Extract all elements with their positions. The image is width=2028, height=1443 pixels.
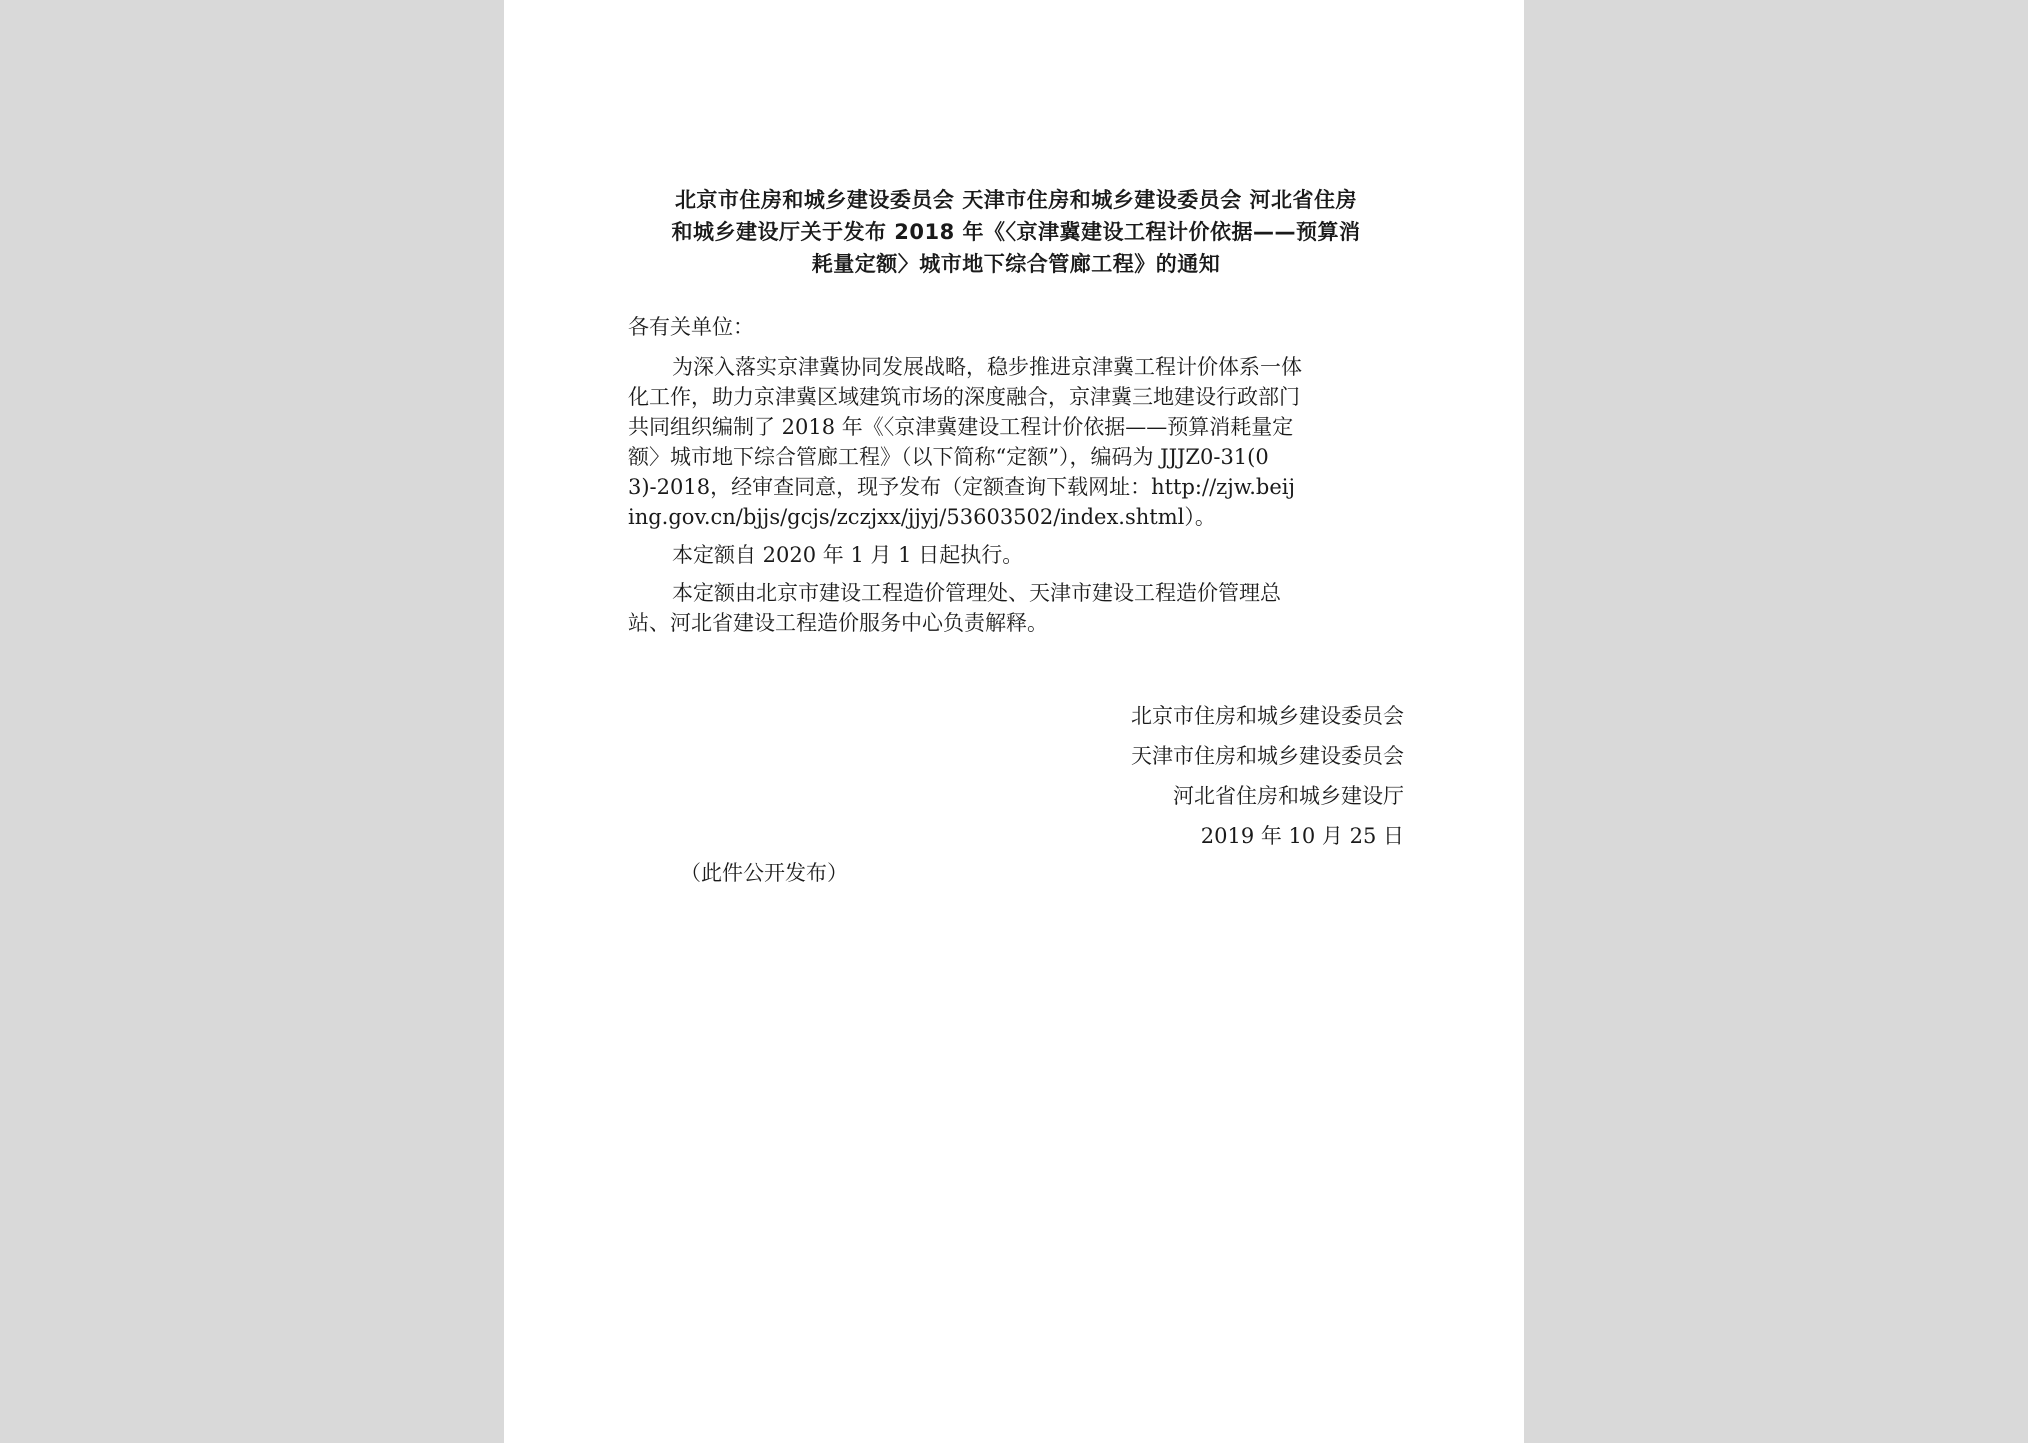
paragraph-line: 化工作，助力京津冀区域建筑市场的深度融合，京津冀三地建设行政部门 xyxy=(628,385,1300,409)
paragraph-line: 站、河北省建设工程造价服务中心负责解释。 xyxy=(628,611,1048,635)
title-line: 耗量定额〉城市地下综合管廊工程》的通知 xyxy=(811,252,1221,276)
salutation: 各有关单位： xyxy=(628,315,754,339)
signatory: 天津市住房和城乡建设委员会 xyxy=(1131,744,1404,768)
document-title xyxy=(628,184,1404,280)
document-body xyxy=(628,312,1404,638)
paragraph-line: 本定额由北京市建设工程造价管理处、天津市建设工程造价管理总 xyxy=(672,581,1281,605)
document-page xyxy=(504,0,1524,1443)
paragraph-line: 为深入落实京津冀协同发展战略，稳步推进京津冀工程计价体系一体 xyxy=(672,355,1302,379)
signatory: 北京市住房和城乡建设委员会 xyxy=(1131,704,1404,728)
issue-date: 2019 年 10 月 25 日 xyxy=(1200,824,1404,848)
paragraph-announcement xyxy=(628,352,1404,532)
paragraph-line: 额〉城市地下综合管廊工程》（以下简称“定额”），编码为 JJJZ0-31(0 xyxy=(628,445,1269,469)
title-line: 和城乡建设厅关于发布 2018 年《〈京津冀建设工程计价依据——预算消 xyxy=(671,220,1361,244)
signature-block xyxy=(1131,696,1404,856)
paragraph-line: 共同组织编制了 2018 年《〈京津冀建设工程计价依据——预算消耗量定 xyxy=(628,415,1294,439)
signatory: 河北省住房和城乡建设厅 xyxy=(1173,784,1404,808)
publication-note: （此件公开发布） xyxy=(680,861,848,885)
title-line: 北京市住房和城乡建设委员会 天津市住房和城乡建设委员会 河北省住房 xyxy=(674,188,1358,212)
paragraph-interpretation xyxy=(628,578,1404,638)
paragraph-effective-date: 本定额自 2020 年 1 月 1 日起执行。 xyxy=(672,543,1024,567)
paragraph-line: 3)-2018，经审查同意，现予发布（定额查询下载网址：http://zjw.beij xyxy=(628,475,1295,499)
paragraph-line: ing.gov.cn/bjjs/gcjs/zczjxx/jjyj/53603502/index.shtml）。 xyxy=(628,505,1216,529)
